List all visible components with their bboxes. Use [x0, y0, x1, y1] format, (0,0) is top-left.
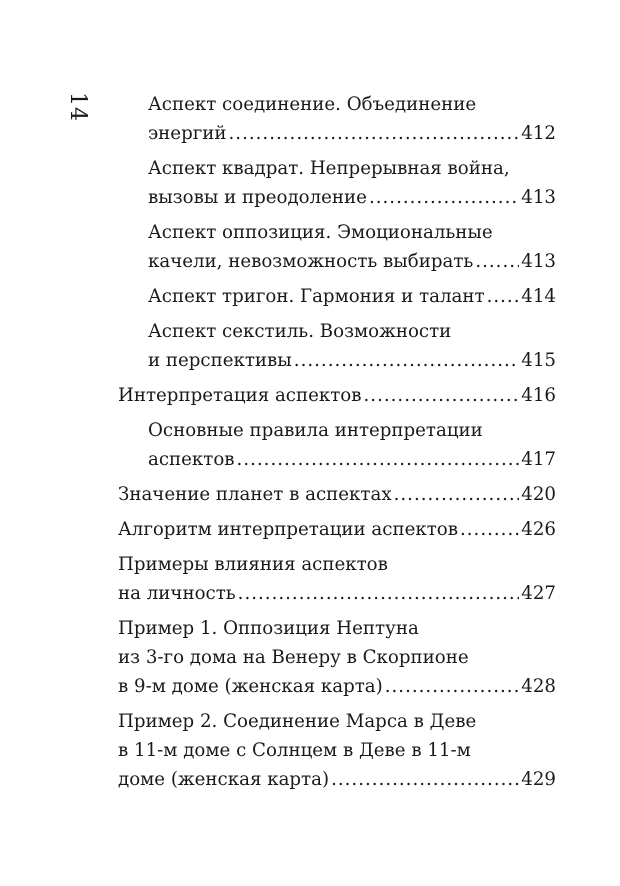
- dot-leader: [394, 480, 520, 509]
- dot-leader: [237, 445, 520, 474]
- toc-entry-page: 416: [521, 385, 556, 406]
- toc-entry-page: 415: [521, 350, 556, 371]
- toc-entry-title-line: Основные правила интерпретации: [148, 420, 483, 441]
- dot-leader: [460, 515, 519, 544]
- toc-entry: [118, 381, 556, 410]
- dot-leader: [487, 282, 520, 311]
- toc-entry-last-line: [118, 579, 556, 608]
- dot-leader: [364, 381, 520, 410]
- table-of-contents: [118, 90, 556, 794]
- toc-entry-last-line: [148, 183, 556, 212]
- toc-entry-last-line: [148, 445, 556, 474]
- dot-leader: [238, 579, 520, 608]
- toc-entry-title-line: на личность: [118, 583, 236, 604]
- dot-leader: [331, 765, 519, 794]
- toc-entry-last-line: [148, 282, 556, 311]
- toc-entry-title-line: Пример 2. Соединение Марса в Деве: [118, 711, 477, 732]
- toc-entry: [148, 282, 556, 311]
- toc-entry-last-line: [118, 480, 556, 509]
- toc-entry-title-line: и перспективы: [148, 350, 292, 371]
- toc-entry-title-line: Алгоритм интерпретации аспектов: [118, 519, 458, 540]
- toc-entry-page: 428: [521, 676, 556, 697]
- toc-entry-title-line: Аспект соединение. Объединение: [148, 94, 477, 115]
- toc-entry-last-line: [118, 381, 556, 410]
- dot-leader: [294, 346, 520, 375]
- toc-entry: [148, 317, 556, 375]
- toc-entry-title-line: энергий: [148, 123, 227, 144]
- toc-entry: [148, 154, 556, 212]
- toc-entry-title-line: Пример 1. Оппозиция Нептуна: [118, 618, 419, 639]
- page-number: 14: [65, 92, 90, 122]
- toc-entry-title-line: в 9-м доме (женская карта): [118, 676, 383, 697]
- toc-entry-page: 420: [521, 484, 556, 505]
- toc-entry-title-line: в 11-м доме с Солнцем в Деве в 11-м: [118, 740, 471, 761]
- toc-entry-title-line: Интерпретация аспектов: [118, 385, 362, 406]
- toc-entry-title-line: Примеры влияния аспектов: [118, 554, 388, 575]
- toc-entry: [118, 515, 556, 544]
- toc-entry-page: 413: [521, 187, 556, 208]
- toc-entry-page: 414: [521, 286, 556, 307]
- toc-entry-title-line: Аспект секстиль. Возможности: [148, 321, 452, 342]
- toc-entry-page: 412: [521, 123, 556, 144]
- toc-entry-last-line: [148, 247, 556, 276]
- toc-entry-last-line: [148, 119, 556, 148]
- toc-entry-title-line: Аспект оппозиция. Эмоциональные: [148, 222, 493, 243]
- dot-leader: [475, 247, 519, 276]
- toc-entry-title-line: вызовы и преодоление: [148, 187, 367, 208]
- toc-entry-last-line: [118, 765, 556, 794]
- toc-entry-title-line: Значение планет в аспектах: [118, 484, 392, 505]
- toc-entry-last-line: [118, 515, 556, 544]
- toc-entry: [118, 480, 556, 509]
- dot-leader: [369, 183, 519, 212]
- toc-entry-page: 417: [521, 449, 556, 470]
- toc-entry-title-line: Аспект квадрат. Непрерывная война,: [148, 158, 510, 179]
- dot-leader: [229, 119, 520, 148]
- toc-entry: [118, 614, 556, 701]
- toc-entry-title-line: из 3-го дома на Венеру в Скорпионе: [118, 647, 469, 668]
- toc-entry-page: 427: [521, 583, 556, 604]
- toc-entry: [118, 707, 556, 794]
- toc-entry-last-line: [148, 346, 556, 375]
- toc-entry-title-line: качели, невозможность выбирать: [148, 251, 474, 272]
- toc-entry: [148, 416, 556, 474]
- toc-entry-page: 429: [521, 769, 556, 790]
- dot-leader: [385, 672, 520, 701]
- toc-entry-last-line: [118, 672, 556, 701]
- toc-entry: [148, 218, 556, 276]
- toc-entry: [118, 550, 556, 608]
- toc-entry-page: 413: [521, 251, 556, 272]
- toc-entry-page: 426: [521, 519, 556, 540]
- toc-entry: [148, 90, 556, 148]
- toc-entry-title-line: Аспект тригон. Гармония и талант: [148, 286, 485, 307]
- toc-entry-title-line: аспектов: [148, 449, 235, 470]
- toc-entry-title-line: доме (женская карта): [118, 769, 330, 790]
